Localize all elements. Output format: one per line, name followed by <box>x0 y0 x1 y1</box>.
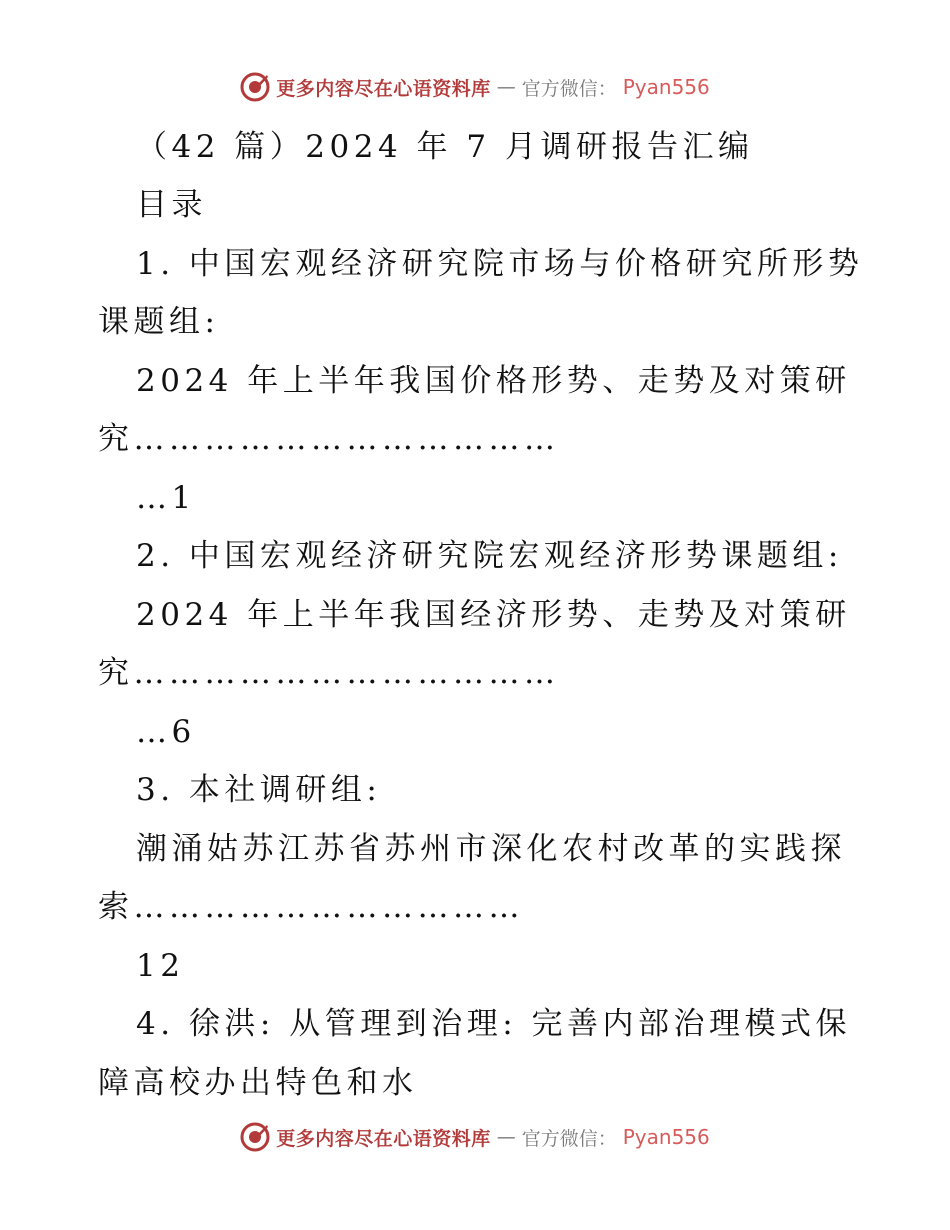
watermark-wechat-id: Pyan556 <box>622 75 710 99</box>
toc-line: 4. 徐洪: 从管理到治理: 完善内部治理模式保 <box>136 1006 852 1042</box>
watermark-wechat-label: 官方微信： <box>521 1127 617 1150</box>
toc-heading: 目录 <box>136 187 207 223</box>
toc-line: …6 <box>136 714 196 750</box>
watermark-header <box>0 72 950 102</box>
document-title: （42 篇）2024 年 7 月调研报告汇编 <box>136 129 754 165</box>
toc-line: 课题组: <box>98 304 220 340</box>
watermark-site-text: 更多内容尽在心语资料库 <box>276 1127 491 1150</box>
watermark-dash: — <box>496 76 516 98</box>
toc-line: 2024 年上半年我国价格形势、走势及对策研 <box>136 363 851 399</box>
watermark-site-text: 更多内容尽在心语资料库 <box>276 77 491 100</box>
watermark-wechat-id: Pyan556 <box>622 1125 710 1149</box>
toc-line: …1 <box>136 480 196 516</box>
toc-line: 障高校办出特色和水 <box>98 1065 418 1101</box>
toc-line: 究……………………………… <box>98 421 560 457</box>
toc-line: 12 <box>136 948 185 984</box>
watermark-footer <box>0 1122 950 1152</box>
toc-line: 2024 年上半年我国经济形势、走势及对策研 <box>136 597 851 633</box>
toc-line: 1. 中国宏观经济研究院市场与价格研究所形势 <box>136 246 864 282</box>
toc-line: 究……………………………… <box>98 655 560 691</box>
toc-line: 2. 中国宏观经济研究院宏观经济形势课题组: <box>136 538 843 574</box>
toc-line: 3. 本社调研组: <box>136 772 382 808</box>
toc-line: 索…………………………… <box>98 889 524 925</box>
watermark-dash: — <box>496 1126 516 1148</box>
pen-logo-icon <box>240 72 270 102</box>
toc-line: 潮涌姑苏江苏省苏州市深化农村改革的实践探 <box>136 831 846 867</box>
watermark-wechat-label: 官方微信： <box>521 77 617 100</box>
pen-logo-icon <box>240 1122 270 1152</box>
